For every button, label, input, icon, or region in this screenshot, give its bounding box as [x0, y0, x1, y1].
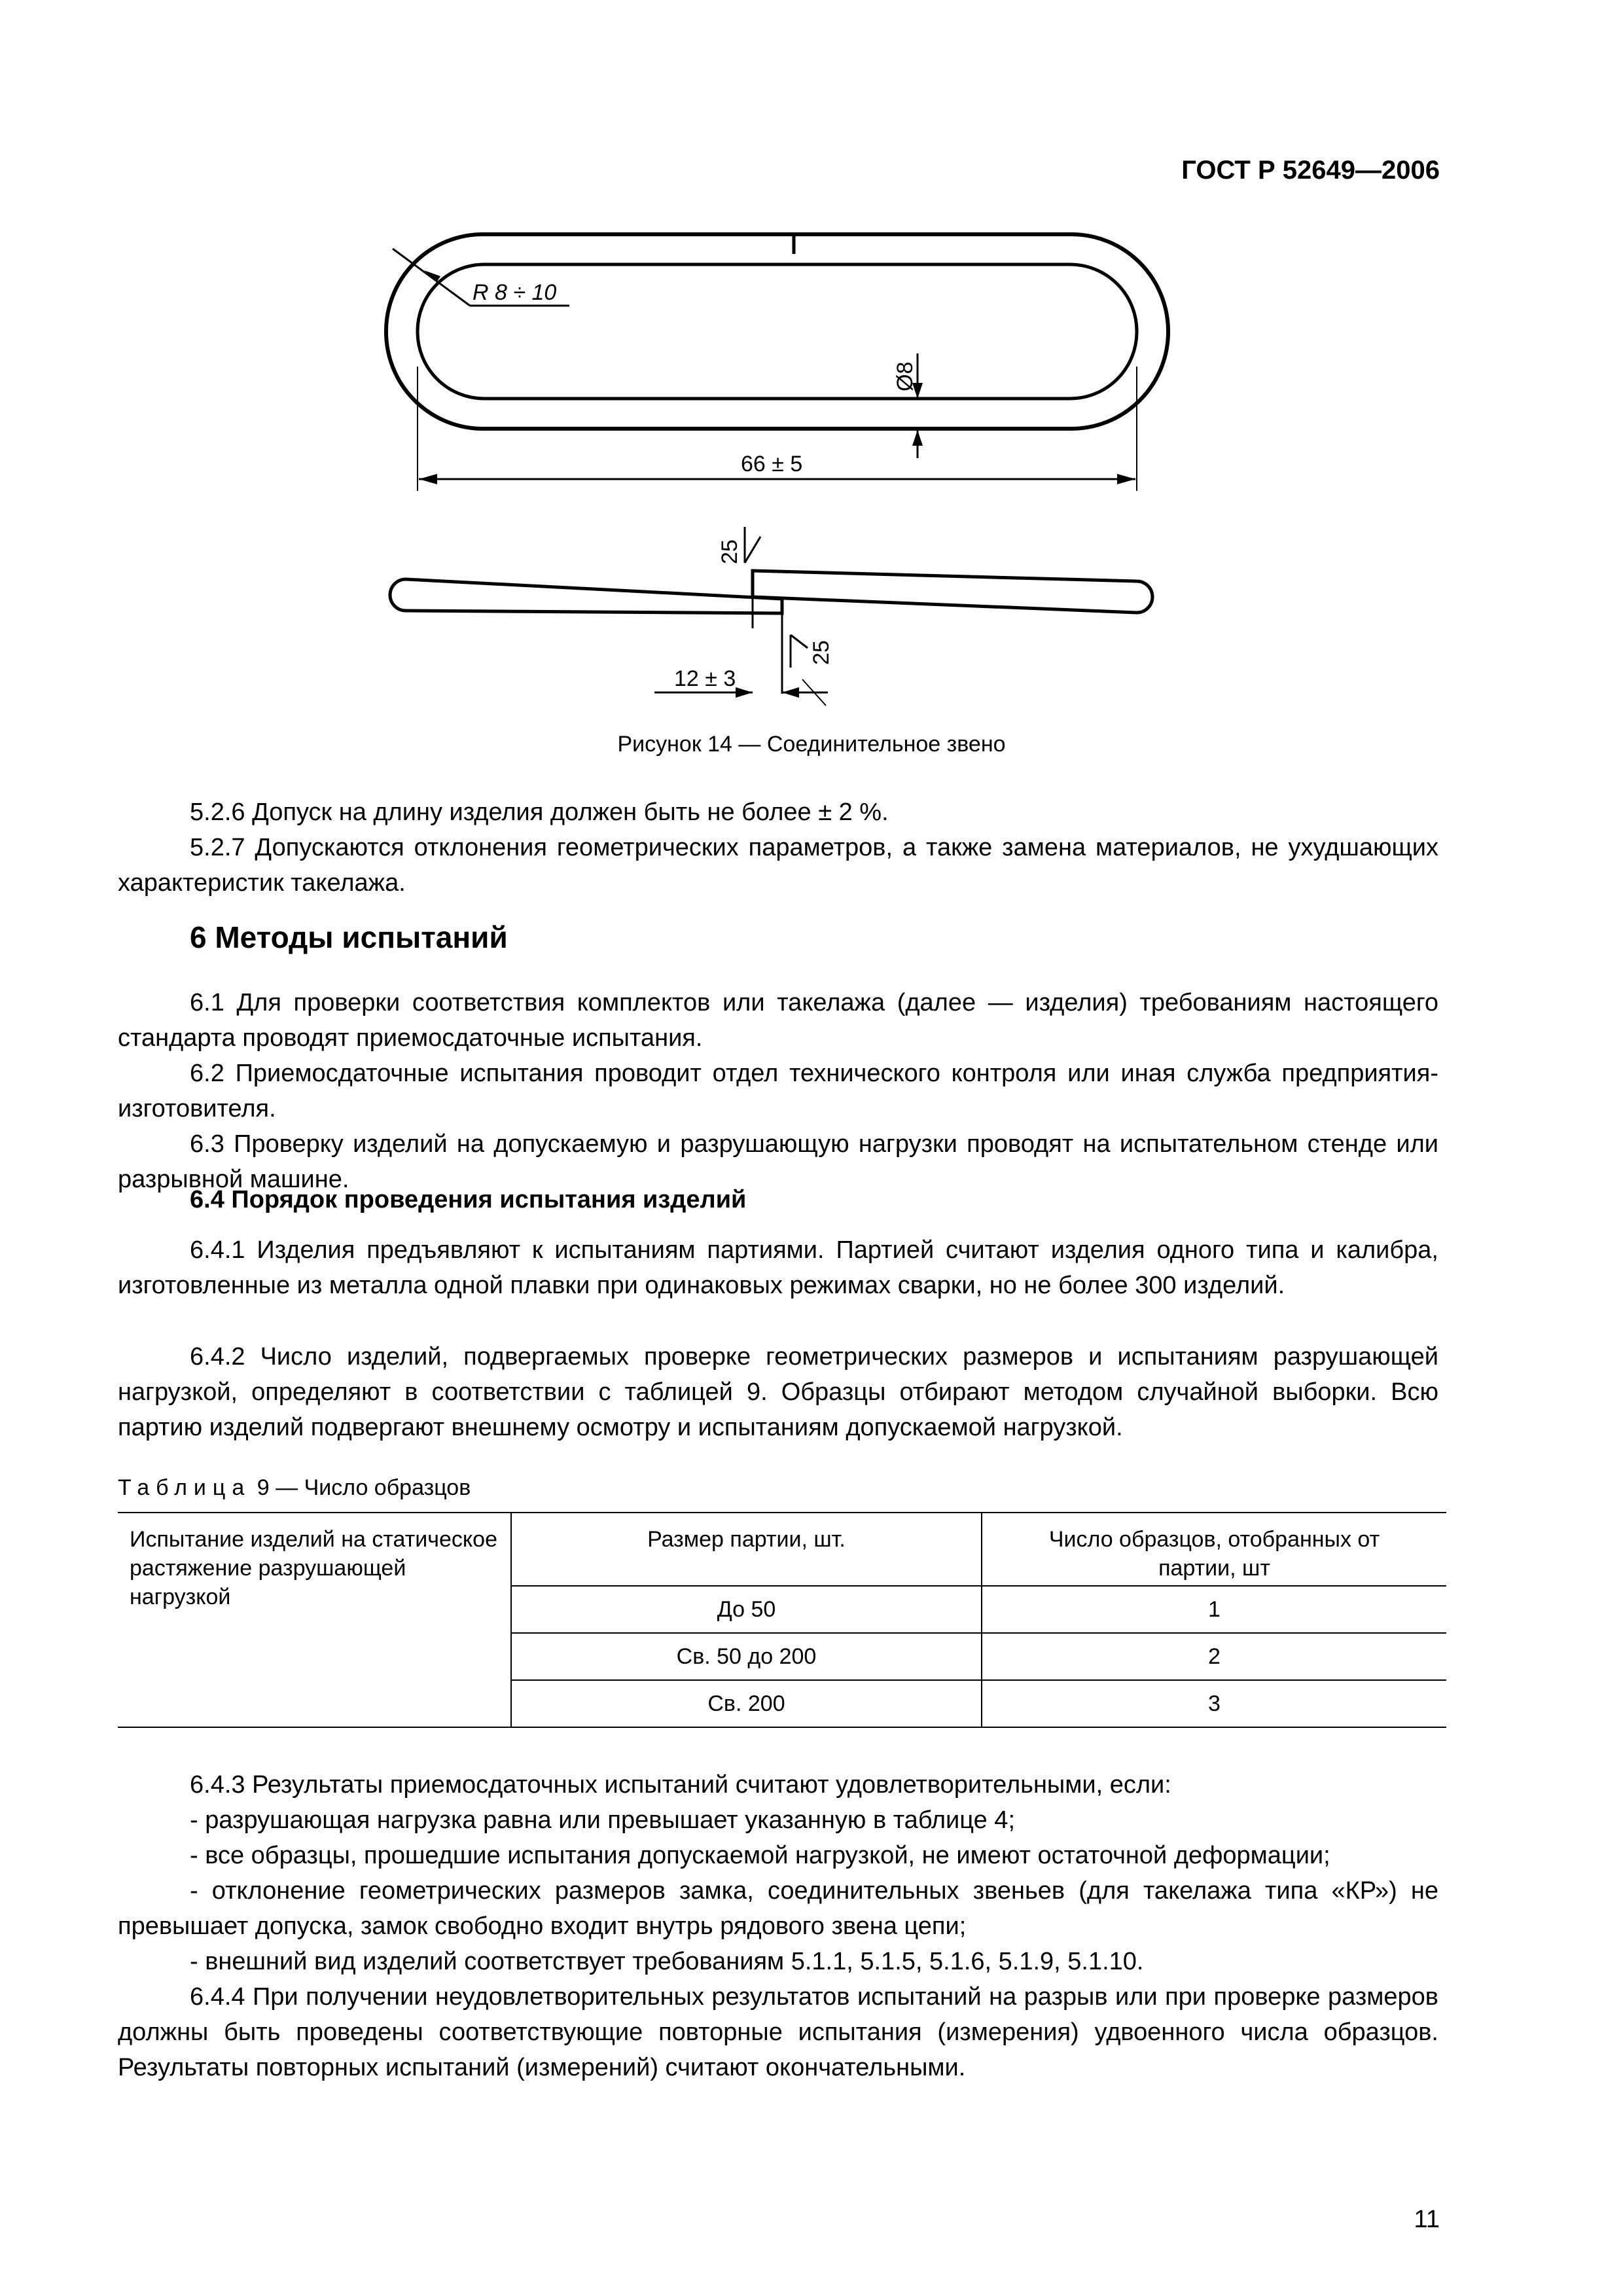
diameter-label: Ø8	[893, 361, 918, 391]
angle-bottom-label: 25	[809, 640, 834, 665]
list-item-2: - все образцы, прошедшие испытания допускаемой нагрузкой, не имеют остаточной деформации;	[190, 1842, 1330, 1869]
table-cell-count: 3	[982, 1680, 1446, 1727]
overlap-label: 12 ± 3	[674, 666, 736, 691]
connecting-link-drawing	[366, 216, 1257, 720]
list-item-1: - разрушающая нагрузка равна или превышает указанную в таблице 4;	[190, 1806, 1015, 1834]
link-side-right-part	[753, 571, 1152, 613]
length-label: 66 ± 5	[741, 452, 803, 476]
list-item-4: - внешний вид изделий соответствует требованиям 5.1.1, 5.1.5, 5.1.6, 5.1.9, 5.1.10.	[190, 1948, 1144, 1975]
table-title-rest: 9 — Число образцов	[257, 1475, 471, 1500]
paragraph-6-4-1: 6.4.1 Изделия предъявляют к испытаниям партиями. Партией считают изделия одного типа и калибра, изготовленные из металла одной плавки при одинаковых режимах сварки, но не более 300 изделий.	[118, 1236, 1438, 1299]
table-col-header-count-text: Число образцов, отобранных от партии, шт	[1048, 1527, 1380, 1581]
table-cell-size: Св. 200	[511, 1680, 982, 1727]
table-title-word: Таблица	[118, 1475, 251, 1500]
table-row-header-cell	[118, 1513, 511, 1727]
table-col-header-size	[511, 1513, 982, 1586]
section-6-heading: 6 Методы испытаний	[190, 920, 508, 954]
table-cell-size: До 50	[511, 1586, 982, 1633]
table-cell-size: Св. 50 до 200	[511, 1633, 982, 1680]
table-cell-count: 1	[982, 1586, 1446, 1633]
paragraph-5-2-6: 5.2.6 Допуск на длину изделия должен быть не более ± 2 %.	[190, 798, 889, 826]
radius-label: R 8 ÷ 10	[473, 280, 557, 305]
table-col-header-count	[982, 1513, 1446, 1586]
paragraph-6-4-4: 6.4.4 При получении неудовлетворительных результатов испытаний на разрыв или при проверке размеров должны быть проведены соответствующие повторные испытания (измерения) удвоенного числа образцов. Результаты повторных испытаний (измерений) считают окончательными.	[118, 1983, 1438, 2081]
table-9	[118, 1512, 1446, 1728]
document-code: ГОСТ Р 52649—2006	[1181, 156, 1440, 185]
page-number: 11	[1414, 2206, 1440, 2233]
table-9-title	[118, 1475, 471, 1501]
paragraph-5-2-7: 5.2.7 Допускаются отклонения геометрических параметров, а также замена материалов, не ухудшающих характеристик такелажа.	[118, 834, 1438, 897]
figure-caption: Рисунок 14 — Соединительное звено	[617, 732, 1006, 757]
table-row-header-text: Испытание изделий на статическое растяжение разрушающей нагрузкой	[130, 1527, 497, 1609]
table-col-header-size-text: Размер партии, шт.	[647, 1527, 846, 1552]
paragraph-6-4-3: 6.4.3 Результаты приемосдаточных испытаний считают удовлетворительными, если:	[190, 1771, 1171, 1799]
paragraph-6-3: 6.3 Проверку изделий на допускаемую и разрушающую нагрузки проводят на испытательном стенде или разрывной машине.	[118, 1130, 1438, 1193]
link-side-left-part	[390, 579, 782, 613]
paragraph-6-1: 6.1 Для проверки соответствия комплектов или такелажа (далее — изделия) требованиям настоящего стандарта проводят приемосдаточные испытания.	[118, 989, 1438, 1052]
paragraph-6-4-2: 6.4.2 Число изделий, подвергаемых проверке геометрических размеров и испытаниям разрушающей нагрузкой, определяют в соответствии с таблицей 9. Образцы отбирают методом случайной выборки. Всю партию изделий подвергают внешнему осмотру и испытаниям допускаемой нагрузкой.	[118, 1343, 1438, 1441]
table-cell-count: 2	[982, 1633, 1446, 1680]
subsection-6-4-heading: 6.4 Порядок проведения испытания изделий	[190, 1186, 747, 1213]
list-item-3: - отклонение геометрических размеров замка, соединительных звеньев (для такелажа типа «КР») не превышает допуска, замок свободно входит внутрь рядового звена цепи;	[118, 1877, 1438, 1940]
paragraph-6-2: 6.2 Приемосдаточные испытания проводит отдел технического контроля или иная служба предприятия-изготовителя.	[118, 1060, 1438, 1122]
angle-top-label: 25	[717, 539, 742, 564]
